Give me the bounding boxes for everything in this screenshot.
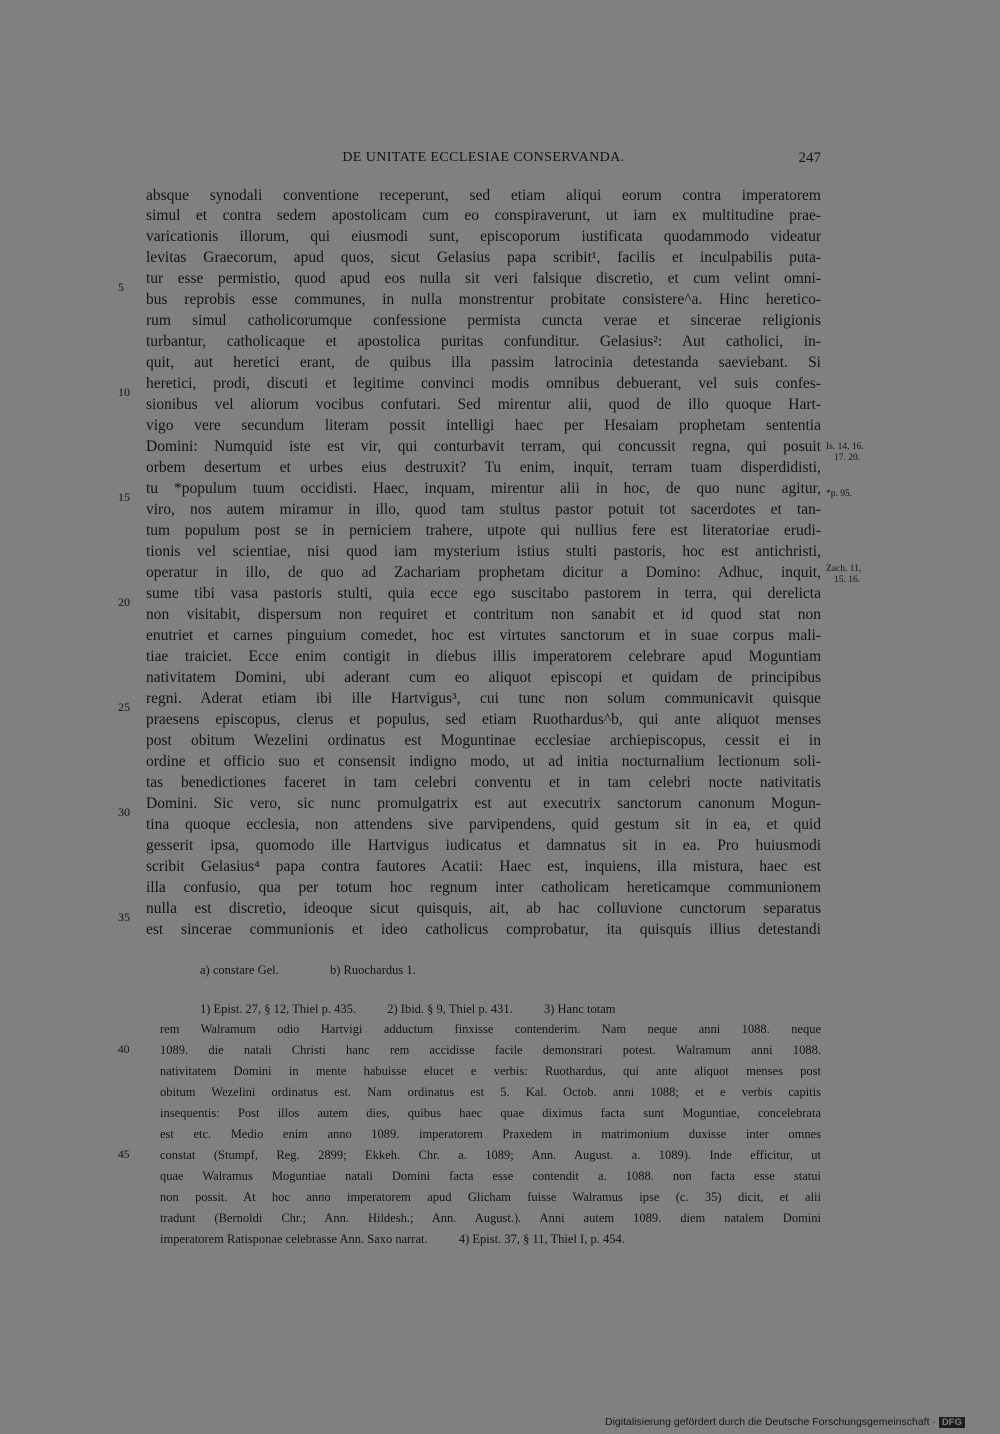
text-line: tiae traiciet. Ecce enim contigit in diebus illis imperatorem celebrare apud Moguntiam: [146, 648, 821, 665]
line-number: 30: [118, 805, 130, 819]
text-line: turbantur, catholicaque et apostolica puritas confunditur. Gelasius²: Aut catholici, in-: [146, 333, 821, 350]
text-line: tur esse permistio, quod apud eos nulla sit veri falsique discretio, et cum velint omni-: [146, 270, 821, 287]
credit-text: Digitalisierung gefördert durch die Deutsche Forschungsgemeinschaft ·: [605, 1416, 936, 1428]
text-line: tionis vel scientiae, nisi quod iam mysterium istius stulti pastoris, hoc est antichristi,: [146, 543, 821, 560]
text-line: regni. Aderat etiam ibi ille Hartvigus³, cui tunc non solum communicavit quisque: [146, 690, 821, 707]
footnote-line: quae Walramus Moguntiae natali Domini facta esse contendit a. 1088. non facta esse statui: [160, 1169, 821, 1183]
text-line: levitas Graecorum, apud quos, sicut Gelasius papa scribit¹, facilis et inculpabilis puta-: [146, 249, 821, 266]
text-line: quit, aut heretici erant, de quibus illa passim latrocinia detestanda saeviebant. Si: [146, 354, 821, 371]
marginal-note: Is. 14, 16.: [826, 442, 864, 452]
text-line: viro, nos autem miramur in illo, quod tam stultus pastor potuit tot sacerdotes et tan-: [146, 501, 821, 518]
text-line: illa confusio, qua per totum hoc regnum inter catholicam hereticamque communionem: [146, 879, 821, 896]
footnote-line: insequentis: Post illos autem dies, quibus haec quae diximus facta sunt Moguntiae, concelebrata: [160, 1106, 821, 1120]
text-line: vigo vere secundum literam possit intelligi haec per Hesaiam prophetam sententia: [146, 417, 821, 434]
text-line: simul et contra sedem apostolicam cum eo conspiraverunt, ut iam ex multitudine prae-: [146, 207, 821, 224]
text-line: sionibus vel aliorum vocibus confutari. Sed mirentur alii, quod de illo quoque Hart-: [146, 396, 821, 413]
line-number: 45: [118, 1149, 130, 1161]
digitization-credit: [605, 1416, 965, 1428]
text-line: tum populum post se in perniciem trahere, utpote qui nullius fere est literatoriae erudi-: [146, 522, 821, 539]
text-line: orbem desertum et urbes eius destruxit? Tu enim, inquit, terram tuam disperdidisti,: [146, 459, 821, 476]
footnote-line: nativitatem Domini in mente habuisse elucet e verbis: Ruothardus, qui ante aliquot menses post: [160, 1064, 821, 1078]
footnote-line: est etc. Medio enim anno 1089. imperatorem Praxedem in matrimonium duxisse inter omnes: [160, 1127, 821, 1141]
text-line: sume tibi vasa pastoris stulti, quia ecce ego suscitabo pastorem in terra, qui derelicta: [146, 585, 821, 602]
footnote-line: constat (Stumpf, Reg. 2899; Ekkeh. Chr. a. 1089; Ann. August. a. 1089). Inde efficitur, ut: [160, 1148, 821, 1162]
text-line: Domini. Sic vero, sic nunc promulgatrix est aut executrix sanctorum canonum Mogun-: [146, 795, 821, 812]
text-line: rum simul catholicorumque confessione permista cuncta verae et sincerae religionis: [146, 312, 821, 329]
line-number: 10: [118, 385, 130, 399]
marginal-note: 15. 16.: [834, 575, 861, 585]
text-line: ordine et officio suo et consensit indigno modo, ut ad initia nocturnalium lectionum soli-: [146, 753, 821, 770]
line-number: 5: [118, 280, 124, 294]
marginal-note: *p. 95.: [826, 489, 853, 499]
footnote-line: non possit. At hoc anno imperatorem apud Glicham fuisse Walramus ipse (c. 35) dicit, et alii: [160, 1190, 821, 1204]
line-number: 35: [118, 910, 130, 924]
text-line: non visitabit, dispersum non requiret et contritum non sanabit et id quod stat non: [146, 606, 821, 623]
text-line: enutriet et carnes pinguium comedet, hoc est virtutes sanctorum et in suae corpus mali-: [146, 627, 821, 644]
text-line: post obitum Wezelini ordinatus est Moguntinae ecclesiae archiepiscopus, cessit ei in: [146, 732, 821, 749]
text-line: scribit Gelasius⁴ papa contra fautores Acatii: Haec est, inquiens, illa mistura, haec est: [146, 858, 821, 875]
text-line: Domini: Numquid iste est vir, qui conturbavit terram, qui concussit regna, qui posuit: [146, 438, 821, 455]
text-line: heretici, prodi, discuti et legitime convinci modis omnibus debuerant, vel suis confes-: [146, 375, 821, 392]
text-line: absque synodali conventione receperunt, sed etiam aliqui eorum contra imperatorem: [146, 187, 821, 204]
line-number: 20: [118, 595, 130, 609]
footnote-line: imperatorem Ratisponae celebrasse Ann. Saxo narrat. 4) Epist. 37, § 11, Thiel I, p. 454.: [160, 1232, 625, 1246]
line-number: 25: [118, 700, 130, 714]
variant-note: a) constare Gel.: [200, 963, 279, 977]
footnote-line: rem Walramum odio Hartvigi adductum finxisse contenderim. Nam neque anni 1088. neque: [160, 1022, 821, 1036]
marginal-note: 17. 20.: [834, 453, 861, 463]
text-line: gesserit ipsa, quomodo ille Hartvigus iudicatus et damnatus sit in ea. Pro huiusmodi: [146, 837, 821, 854]
line-number: 40: [118, 1044, 130, 1056]
text-line: nativitatem Domini, ubi aderant cum eo aliquot episcopi et quidam de principibus: [146, 669, 821, 686]
running-header: [146, 150, 821, 174]
running-title: DE UNITATE ECCLESIAE CONSERVANDA.: [342, 150, 625, 165]
text-line: tas benedictiones faceret in tam celebri conventu et in tam celebri nocte nativitatis: [146, 774, 821, 791]
text-line: operatur in illo, de quo ad Zachariam prophetam dicitur a Domino: Adhuc, inquit,: [146, 564, 821, 581]
text-line: bus reprobis esse communes, in nulla monstrentur probitate consistere^a. Hinc heretico-: [146, 291, 821, 308]
text-line: nulla est discretio, ideoque sicut quisquis, ait, ab hac colluvione cunctorum separatus: [146, 900, 821, 917]
page-number: 247: [798, 150, 821, 166]
text-line: est sincerae communionis et ideo catholicus comprobatur, ita quisquis illius detestandi: [146, 921, 821, 938]
text-line: praesens episcopus, clerus et populus, sed etiam Ruothardus^b, qui ante aliquot menses: [146, 711, 821, 728]
text-line: tu *populum tuum occidisti. Haec, inquam, mirentur alii in hoc, de quo nunc agitur,: [146, 480, 821, 497]
variant-note: b) Ruochardus 1.: [330, 963, 416, 977]
footnote-line: 1089. die natali Christi hanc rem accidisse facile demonstrari potest. Walramum anni 1088.: [160, 1043, 821, 1057]
footnote-line: 1) Epist. 27, § 12, Thiel p. 435. 2) Ibid. § 9, Thiel p. 431. 3) Hanc totam: [200, 1002, 616, 1016]
line-number: 15: [118, 490, 130, 504]
marginal-note: Zach. 11,: [826, 564, 862, 574]
text-line: varicationis illorum, qui eiusmodi sunt, episcoporum iustificata quodammodo videatur: [146, 228, 821, 245]
dfg-logo: DFG: [939, 1417, 965, 1428]
text-line: tina quoque ecclesia, non attendens sive parvipendens, quid gestum sit in ea, et quid: [146, 816, 821, 833]
footnote-line: tradunt (Bernoldi Chr.; Ann. Hildesh.; Ann. August.). Anni autem 1089. diem natalem Domini: [160, 1211, 821, 1225]
footnote-line: obitum Wezelini ordinatus est. Nam ordinatus est 5. Kal. Octob. anni 1088; et e verbis capitis: [160, 1085, 821, 1099]
